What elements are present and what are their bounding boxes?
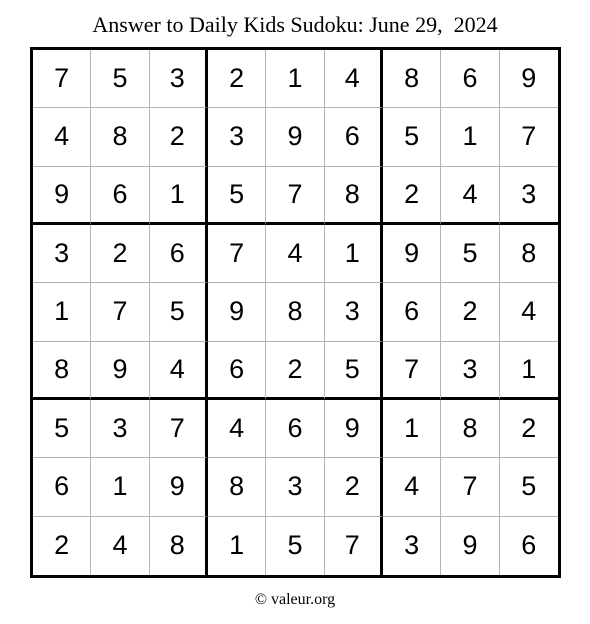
sudoku-cell: 2: [91, 225, 149, 283]
sudoku-cell: 3: [150, 50, 208, 108]
sudoku-cell: 5: [500, 458, 558, 516]
sudoku-cell: 2: [325, 458, 383, 516]
sudoku-cell: 4: [33, 108, 91, 166]
sudoku-cell: 9: [441, 517, 499, 575]
sudoku-cell: 6: [441, 50, 499, 108]
sudoku-cell: 3: [208, 108, 266, 166]
sudoku-cell: 5: [266, 517, 324, 575]
sudoku-cell: 9: [266, 108, 324, 166]
sudoku-cell: 5: [150, 283, 208, 341]
sudoku-cell: 3: [91, 400, 149, 458]
sudoku-cell: 7: [383, 342, 441, 400]
sudoku-cell: 7: [441, 458, 499, 516]
sudoku-cell: 2: [500, 400, 558, 458]
sudoku-cell: 4: [500, 283, 558, 341]
sudoku-cell: 1: [150, 167, 208, 225]
sudoku-cell: 4: [325, 50, 383, 108]
sudoku-cell: 4: [441, 167, 499, 225]
sudoku-cell: 1: [441, 108, 499, 166]
sudoku-cell: 8: [266, 283, 324, 341]
sudoku-cell: 5: [325, 342, 383, 400]
sudoku-cell: 8: [33, 342, 91, 400]
sudoku-cell: 6: [33, 458, 91, 516]
sudoku-cell: 5: [208, 167, 266, 225]
sudoku-cell: 8: [441, 400, 499, 458]
sudoku-cell: 8: [383, 50, 441, 108]
sudoku-cell: 9: [150, 458, 208, 516]
page-title: Answer to Daily Kids Sudoku: June 29, 2024: [92, 12, 498, 37]
sudoku-cell: 6: [150, 225, 208, 283]
sudoku-cell: 5: [441, 225, 499, 283]
sudoku-cell: 9: [383, 225, 441, 283]
sudoku-cell: 3: [383, 517, 441, 575]
sudoku-cell: 7: [91, 283, 149, 341]
sudoku-grid: [30, 47, 561, 578]
sudoku-cell: 2: [441, 283, 499, 341]
sudoku-cell: 6: [383, 283, 441, 341]
sudoku-cell: 9: [325, 400, 383, 458]
sudoku-cell: 6: [91, 167, 149, 225]
sudoku-cell: 6: [521, 530, 537, 561]
sudoku-cell: 8: [150, 517, 208, 575]
sudoku-cell: 4: [266, 225, 324, 283]
sudoku-cell: 8: [500, 225, 558, 283]
sudoku-cell: 9: [500, 50, 558, 108]
sudoku-cell: 9: [91, 342, 149, 400]
sudoku-cell: 1: [266, 50, 324, 108]
sudoku-cell: 2: [383, 167, 441, 225]
sudoku-cell: 9: [33, 167, 91, 225]
sudoku-cell: 2: [266, 342, 324, 400]
sudoku-cell: 9: [208, 283, 266, 341]
sudoku-cell: 1: [33, 283, 91, 341]
sudoku-cell: 4: [208, 400, 266, 458]
sudoku-cell: 3: [33, 225, 91, 283]
sudoku-cell: 3: [325, 283, 383, 341]
sudoku-cell: 7: [33, 50, 91, 108]
sudoku-cell: 1: [325, 225, 383, 283]
sudoku-cell: 1: [500, 342, 558, 400]
sudoku-cell: 6: [208, 342, 266, 400]
sudoku-cell: 8: [325, 167, 383, 225]
sudoku-cell: 3: [441, 342, 499, 400]
sudoku-cell: 8: [91, 108, 149, 166]
sudoku-cell: 7: [208, 225, 266, 283]
sudoku-cell: 1: [208, 517, 266, 575]
sudoku-cell: 4: [383, 458, 441, 516]
sudoku-cell: 1: [383, 400, 441, 458]
sudoku-cell: 7: [325, 517, 383, 575]
sudoku-cell: 2: [208, 50, 266, 108]
sudoku-cell: 3: [500, 167, 558, 225]
sudoku-cell: 3: [266, 458, 324, 516]
sudoku-cell: 7: [150, 400, 208, 458]
sudoku-cell: 2: [150, 108, 208, 166]
sudoku-cell: 4: [150, 342, 208, 400]
sudoku-cell: 8: [208, 458, 266, 516]
sudoku-cell: 7: [266, 167, 324, 225]
sudoku-cell: 5: [91, 50, 149, 108]
sudoku-cell: 5: [383, 108, 441, 166]
sudoku-cell: 7: [500, 108, 558, 166]
sudoku-cell: 5: [33, 400, 91, 458]
sudoku-cell: 6: [266, 400, 324, 458]
copyright-footer: © valeur.org: [254, 591, 336, 608]
sudoku-cell: 2: [33, 517, 91, 575]
sudoku-cell: 6: [325, 108, 383, 166]
sudoku-cell: 4: [91, 517, 149, 575]
sudoku-cell: 1: [91, 458, 149, 516]
